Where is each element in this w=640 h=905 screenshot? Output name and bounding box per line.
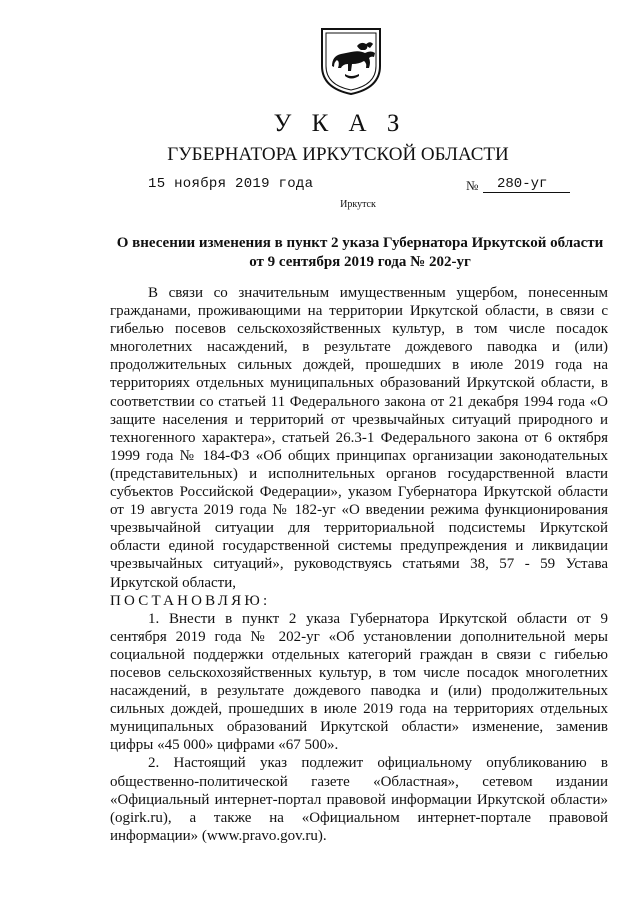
subject-line-2: от 9 сентября 2019 года № 202-уг	[249, 254, 471, 270]
decree-declaration: ПОСТАНОВЛЯЮ:	[110, 592, 271, 609]
issuing-authority: ГУБЕРНАТОРА ИРКУТСКОЙ ОБЛАСТИ	[167, 144, 509, 165]
preamble-paragraph: В связи со значительным имущественным ущербом, понесенным гражданами, проживающими на территории Иркутской области, в связи с гибелью посевов сельскохозяйственных культур, в том числе посадок многолетних насаждений, в результате дождевого паводка и (или) продолжительных сильных дождей, прошедших в июле 2019 года на территориях отдельных муниципальных образований Иркутской области, в соответствии со статьей 11 Федерального закона от 21 декабря 1994 года «О защите населения и территорий от чрезвычайных ситуаций природного и техногенного характера», статьей 26.3-1 Федерального закона от 6 октября 1999 года № 184-ФЗ «Об общих принципах организации законодательных (представительных) и исполнительных органов государственной власти субъектов Российской Федерации», указом Губернатора Иркутской области от 19 августа 2019 года № 182-уг «О введении режима функционирования чрезвычайной ситуации для территориальной подсистемы Иркутской области единой государственной системы предупреждения и ликвидации чрезвычайных ситуаций», руководствуясь статьями 38, 57 - 59 Устава Иркутской области,	[110, 285, 608, 591]
decree-number: 280-уг	[483, 176, 570, 193]
document-type-title: У К А З	[273, 110, 407, 137]
decree-body	[110, 284, 608, 845]
decree-item-1: 1. Внести в пункт 2 указа Губернатора Иркутской области от 9 сентября 2019 года № 202-уг «Об установлении дополнительной меры социальной поддержки отдельных категорий граждан в связи с гибелью посевов сельскохозяйственных культур, в том числе посадок многолетних насаждений, в результате дождевого паводка и (или) продолжительных сильных дождей, прошедших в июле 2019 года на территориях отдельных муниципальных образований Иркутской области» изменение, заменив цифры «45 000» цифрами «67 500».	[110, 610, 608, 754]
decree-subject	[100, 234, 620, 272]
coat-of-arms-icon	[319, 26, 383, 96]
decree-date: 15 ноября 2019 года	[148, 176, 314, 192]
subject-line-1: О внесении изменения в пункт 2 указа Губернатора Иркутской области	[116, 235, 604, 251]
issue-place: Иркутск	[340, 199, 376, 210]
decree-number-label: №	[466, 178, 479, 193]
decree-item-2: 2. Настоящий указ подлежит официальному опубликованию в общественно-политической газете «Областная», сетевом издании «Официальный интернет-портал правовой информации Иркутской области» (ogirk.ru), а также на «Официальном интернет-портале правовой информации» (www.pravo.gov.ru).	[110, 755, 608, 844]
